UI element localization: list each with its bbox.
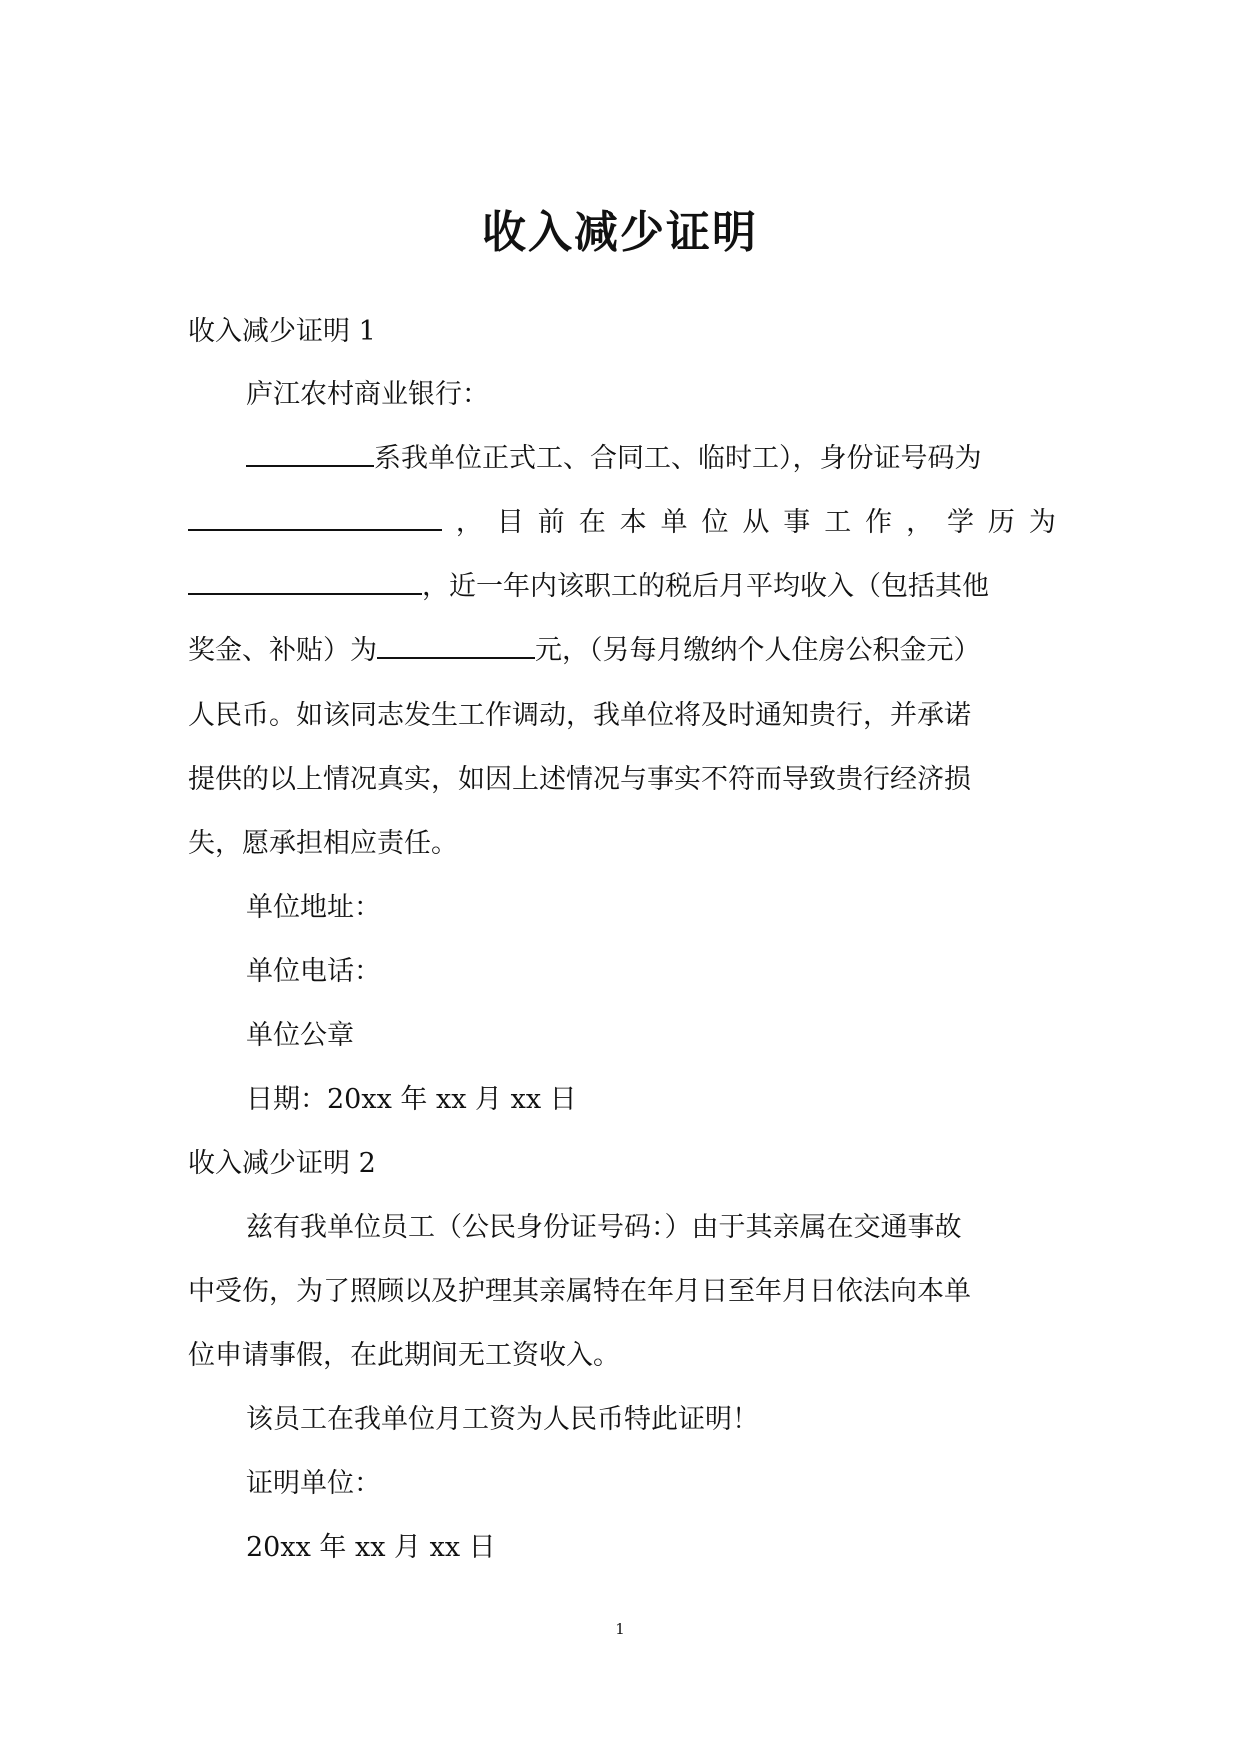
income-blank — [377, 631, 535, 659]
salutation: 庐江农村商业银行： — [246, 379, 489, 410]
section2-body-line-1: 兹有我单位员工（公民身份证号码：）由于其亲属在交通事故 — [246, 1212, 962, 1243]
body-char: 事 — [783, 507, 811, 538]
body-char: 在 — [578, 507, 606, 538]
id-number-blank — [188, 503, 442, 531]
section2-date: 20xx 年 xx 月 xx 日 — [246, 1532, 496, 1563]
section2-body-line-3: 位申请事假，在此期间无工资收入。 — [188, 1340, 620, 1371]
section1-body-line-5: 人民币。如该同志发生工作调动，我单位将及时通知贵行，并承诺 — [188, 700, 971, 731]
body-char: 本 — [619, 507, 647, 538]
section2-heading: 收入减少证明 2 — [188, 1148, 376, 1179]
name-blank — [246, 439, 374, 467]
body-char: 位 — [701, 507, 729, 538]
address-label: 单位地址： — [246, 892, 381, 923]
body-char: 目 — [496, 507, 524, 538]
section1-body-line-7: 失，愿承担相应责任。 — [188, 828, 458, 859]
section2-statement: 该员工在我单位月工资为人民币特此证明！ — [246, 1404, 759, 1435]
section2-body-line-2: 中受伤，为了照顾以及护理其亲属特在年月日至年月日依法向本单 — [188, 1276, 971, 1307]
page-number: 1 — [615, 1620, 625, 1638]
education-blank — [188, 567, 422, 595]
section1-body-line-6: 提供的以上情况真实，如因上述情况与事实不符而导致贵行经济损 — [188, 764, 971, 795]
certifier-label: 证明单位： — [246, 1468, 381, 1499]
body-char: ， — [455, 507, 483, 538]
section1-body-line-4: 奖金、补贴）为 元，（另每月缴纳个人住房公积金元） — [188, 631, 1056, 671]
body-char: 工 — [824, 507, 852, 538]
body-char: 为 — [1028, 507, 1056, 538]
section1-body-line-3: ，近一年内该职工的税后月平均收入（包括其他 — [188, 567, 1056, 607]
body-char: 历 — [987, 507, 1015, 538]
section1-date: 日期：20xx 年 xx 月 xx 日 — [246, 1084, 577, 1115]
body-char: 单 — [660, 507, 688, 538]
body-char: ， — [906, 507, 934, 538]
body-char: 学 — [946, 507, 974, 538]
body-char: 作 — [865, 507, 893, 538]
section1-heading: 收入减少证明 1 — [188, 316, 376, 347]
seal-label: 单位公章 — [246, 1020, 354, 1051]
section1-body-line-1: 系我单位正式工、合同工、临时工），身份证号码为 — [246, 439, 1056, 479]
body-char: 前 — [537, 507, 565, 538]
phone-label: 单位电话： — [246, 956, 381, 987]
body-char: 从 — [742, 507, 770, 538]
section1-body-line-2 — [188, 503, 1056, 543]
document-title: 收入减少证明 — [482, 207, 758, 258]
